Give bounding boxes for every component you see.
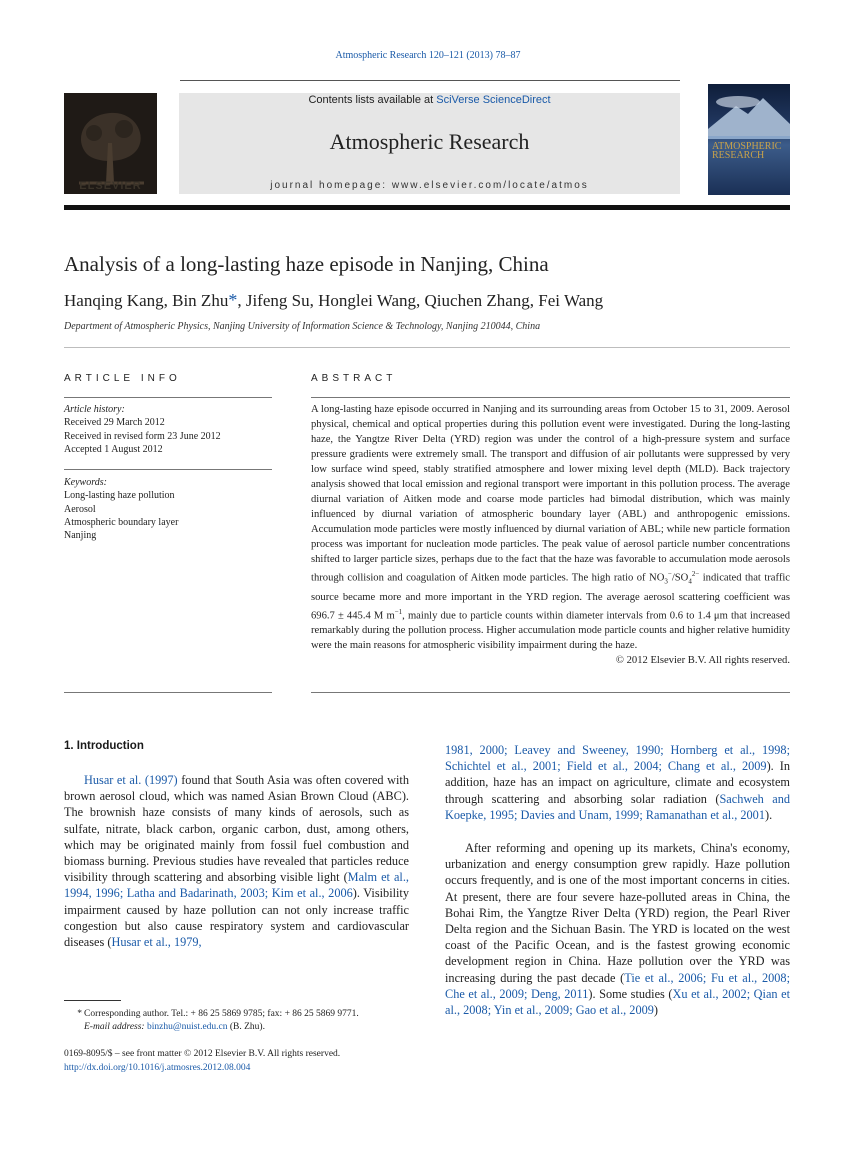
elsevier-logo — [64, 93, 157, 194]
abstract-bottom-rule — [311, 692, 790, 693]
keyword-item: Atmospheric boundary layer — [64, 516, 179, 528]
footnote — [64, 1008, 409, 1034]
abstract-text — [311, 402, 790, 668]
corresponding-author-note — [64, 1008, 409, 1021]
body-text: ). In addition, haze has an impact on agriculture, climate and ecosystem through scattering and absorbing solar radiation ( — [445, 759, 791, 806]
citation-link[interactable]: Tie et al., 2006; Fu et al., 2008; Che et al., 2009; Deng, 2011 — [445, 970, 790, 1001]
email-suffix: (B. Zhu). — [227, 1022, 265, 1032]
intro-paragraph-2 — [445, 840, 790, 1018]
keywords-label: Keywords: — [64, 477, 107, 488]
journal-cover — [708, 84, 790, 195]
header-rule — [180, 80, 680, 81]
body-text: ). Visibility impairment caused by haze pollution can not only increase traffic congestion but also cause respiratory system and cardiovascular diseases ( — [64, 886, 410, 950]
footnote-mark: * — [77, 1009, 82, 1019]
citation-link[interactable]: 1981, 2000; Leavey and Sweeney, 1990; Hornberg et al., 1998; Schichtel et al., 2001; Field et al., 2004; Chang et al., 2009 — [445, 743, 790, 774]
sciencedirect-link[interactable]: SciVerse ScienceDirect — [436, 94, 551, 106]
authors-rest: , Jifeng Su, Honglei Wang, Qiuchen Zhang, Fei Wang — [237, 291, 604, 310]
abstract-formula: NO — [649, 572, 665, 584]
abstract-formula: 4 — [688, 577, 692, 586]
revised-date: Received in revised form 23 June 2012 — [64, 430, 221, 442]
journal-title: Atmospheric Research — [329, 129, 530, 154]
received-date: Received 29 March 2012 — [64, 417, 165, 429]
abstract-formula: 3 — [664, 577, 668, 586]
footnote-text: Corresponding author. Tel.: + 86 25 5869 9785; fax: + 86 25 5869 9771. — [84, 1009, 359, 1019]
intro-paragraph-1 — [64, 772, 409, 950]
email-label: E-mail address: — [84, 1022, 147, 1032]
cover-title-line2: RESEARCH — [712, 150, 765, 161]
cover-title — [712, 142, 781, 160]
doi-link[interactable]: http://dx.doi.org/10.1016/j.atmosres.2012.08.004 — [64, 1062, 251, 1073]
journal-banner — [179, 93, 680, 194]
body-text: ). Some studies ( — [588, 986, 673, 1001]
abstract-part: , mainly due to particle counts within diameter intervals from 0.6 to 1.4 μm that increased remarkably during the pollution process. Higher accumulation mode particle counts and higher relative humidity were the main reasons for atmospheric visibility impairment during the haze. — [311, 610, 790, 652]
keyword-item: Long-lasting haze pollution — [64, 490, 175, 502]
journal-homepage[interactable]: journal homepage: www.elsevier.com/locate/atmos — [270, 180, 589, 191]
contents-prefix: Contents lists available at — [308, 94, 437, 106]
body-text: ) — [653, 1003, 659, 1018]
issn-line: 0169-8095/$ – see front matter © 2012 Elsevier B.V. All rights reserved. — [64, 1049, 341, 1059]
abstract-formula: − — [667, 570, 672, 578]
corresponding-author-mark[interactable]: * — [228, 290, 238, 310]
accepted-date: Accepted 1 August 2012 — [64, 443, 163, 455]
elsevier-wordmark: ELSEVIER — [79, 180, 142, 192]
abstract-rule — [311, 397, 790, 398]
article-title: Analysis of a long-lasting haze episode in Nanjing, China — [64, 252, 549, 276]
abstract-formula: −1 — [394, 607, 403, 616]
email-line — [64, 1021, 409, 1034]
abstract-part: A long-lasting haze episode occurred in Nanjing and its surrounding areas from October 15 to 31, 2009. Aerosol physical, chemical and optical properties during this pollution event were investigated. During the long-lasting haze, the Yangtze River Delta (YRD) region was under the control of a high-pressure system and surface pressure gradients were extremely small. The transport and diffusion of air pollutants were suppressed by very low surface wind speed, stably stratified atmosphere and lower mixing level depth (MLD). Back trajectory analysis showed that local emission and regional transport were important in this pollution process. The average diurnal variation of Aitken mode and coarse mode particles had bimodal distribution, which was mainly influenced by diurnal variation of atmospheric boundary layer (ABL) and anthropogenic emissions. Accumulation mode particles were mostly influenced by diurnal variation of ABL; while new particle formation process was important for nucleation mode particles. The peak value of aerosol particle number concentrations shifted to larger particle sizes, perhaps due to the fact that the haze was favorable to accumulation mode aerosols through collision and coagulation of Aitken mode particles. The high ratio of — [311, 404, 790, 584]
cover-strip — [708, 136, 790, 139]
intro-paragraph-1-continued — [445, 742, 790, 823]
keywords-block — [64, 476, 272, 542]
body-text: found that South Asia was often covered with brown aerosol cloud, which was named Asian Brown Cloud (ABC). The brownish haze consists of many kinds of aerosols, such as sulfate, nitrate, black carbon, organic carbon, dust, among others, which may be originated mainly from fossil fuel combustion and biomass burning. Previous studies have revealed that particles reduce visibility through scattering and absorbing visible light ( — [64, 773, 409, 885]
section-heading-introduction: 1. Introduction — [64, 740, 144, 752]
email-link[interactable]: binzhu@nuist.edu.cn — [146, 1022, 228, 1032]
citation-link[interactable]: Sachweh and Koepke, 1995; Davies and Unam, 1999; Ramanathan et al., 2001 — [445, 791, 790, 822]
affiliation: Department of Atmospheric Physics, Nanjing University of Information Science & Technology, Nanjing 210044, China — [64, 321, 541, 332]
abstract-part: indicated that traffic source became more and more important in the YRD region. The average aerosol scattering coefficient was 696.7 ± 445.4 M m — [311, 572, 791, 622]
citation-link[interactable]: Husar et al. (1997) — [84, 773, 178, 787]
keyword-item: Nanjing — [64, 530, 97, 542]
abstract-heading: ABSTRACT — [311, 373, 397, 384]
article-info-bottom-rule — [64, 692, 272, 693]
citation-link[interactable]: Xu et al., 2002; Qian et al., 2008; Yin et al., 2009; Gao et al., 2009 — [445, 986, 791, 1018]
contents-line — [179, 93, 680, 106]
article-info-rule — [64, 397, 272, 398]
article-info-heading: ARTICLE INFO — [64, 373, 181, 384]
body-text: ). — [764, 807, 773, 822]
masthead-rule — [64, 205, 790, 210]
authors-first: Hanqing Kang, Bin Zhu — [64, 291, 229, 310]
abstract-formula: 2− — [691, 570, 700, 578]
title-rule — [64, 347, 790, 348]
issn-doi — [64, 1048, 340, 1075]
copyright: © 2012 Elsevier B.V. All rights reserved. — [615, 655, 790, 667]
footnote-rule — [64, 1000, 121, 1001]
abstract-formula: /SO — [671, 572, 689, 584]
body-text: After reforming and opening up its markets, China's economy, urbanization and energy consumption grew rapidly. Haze pollution occurs frequently, and is one of the most important concerns in cities. At present, there are four severe haze-polluted areas in China, the Bohai Rim, the Yangtze River Delta (YRD) region, the Pearl River Delta region and the Sichuan Basin. The YRD is located on the west coast of the Pacific Ocean, and is the fastest growing economic development region in China. Haze pollution over the YRD was increasing during the past decade ( — [445, 841, 790, 985]
keywords-rule — [64, 469, 272, 470]
elsevier-tree-icon — [64, 93, 157, 194]
citation-link[interactable]: Malm et al., 1994, 1996; Latha and Badarinath, 2003; Kim et al., 2006 — [64, 870, 409, 901]
keyword-item: Aerosol — [64, 503, 96, 515]
journal-reference[interactable]: Atmospheric Research 120–121 (2013) 78–87 — [335, 50, 521, 61]
mountain-cloud-icon — [708, 84, 790, 136]
history-label: Article history: — [64, 404, 125, 415]
authors — [64, 290, 603, 311]
article-history — [64, 403, 272, 456]
citation-link[interactable]: Husar et al., 1979, — [111, 935, 202, 950]
cover-title-line1: ATMOSPHERIC — [712, 141, 782, 152]
